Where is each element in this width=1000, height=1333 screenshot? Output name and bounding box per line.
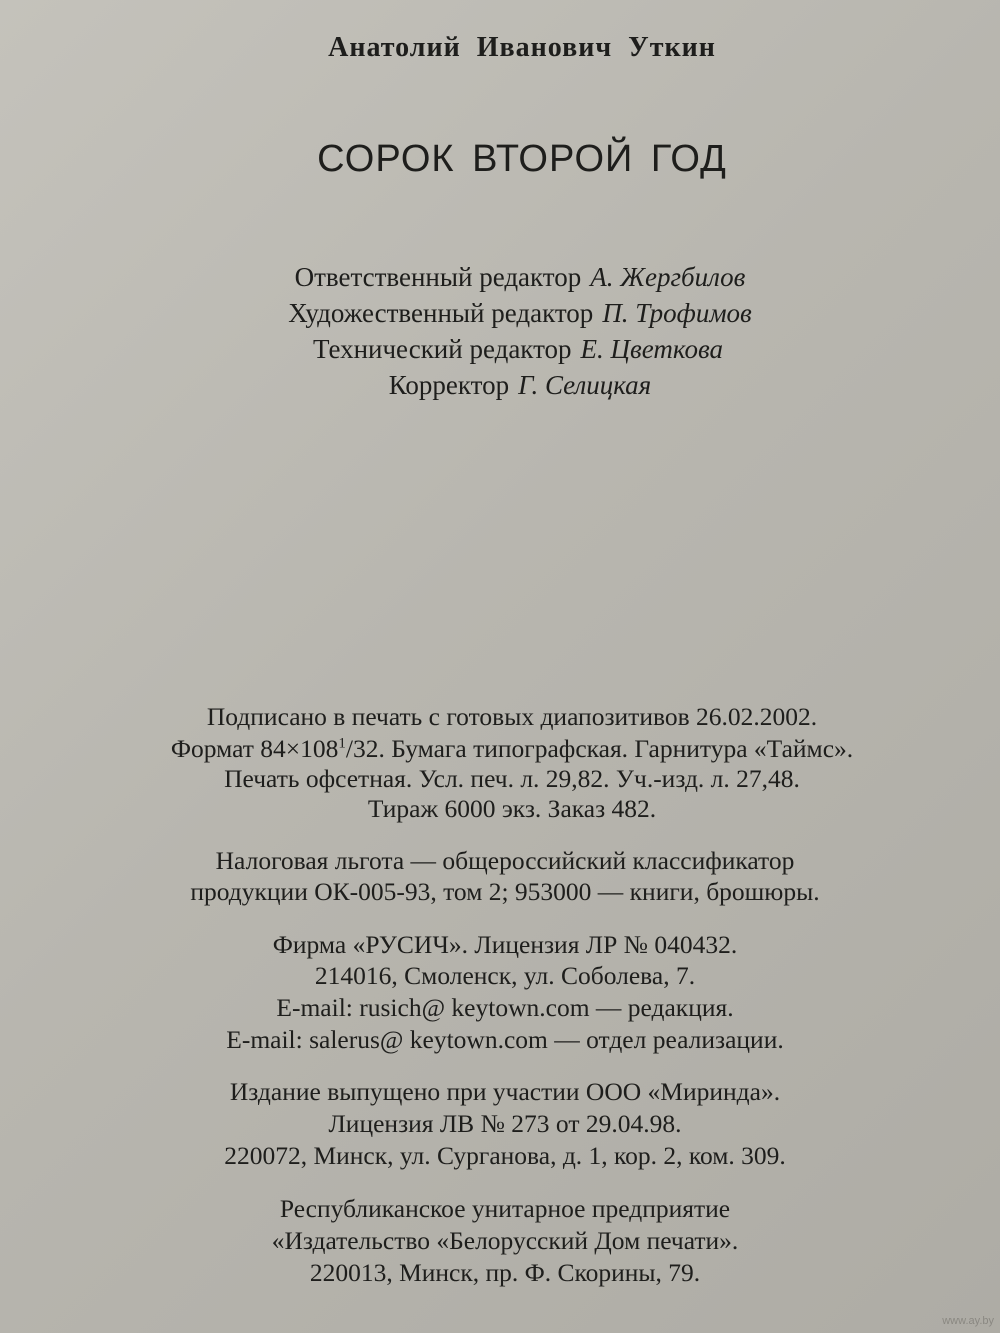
format-prefix: Формат 84×108 (170, 734, 339, 763)
partner-license: Лицензия ЛВ № 273 от 29.04.98. (328, 1109, 682, 1138)
credit-person: П. Трофимов (602, 298, 752, 328)
credit-line-art-editor (0, 298, 1000, 329)
credit-role: Технический редактор (312, 334, 572, 364)
imprint-signed: Подписано в печать с готовых диапозитивов 26.02.2002. (206, 702, 818, 731)
credit-person: Е. Цветкова (580, 334, 723, 364)
credit-role: Корректор (388, 370, 510, 400)
imprint-printing: Печать офсетная. Усл. печ. л. 29,82. Уч.-изд. л. 27,48. (224, 764, 800, 793)
format-superscript: 1 (338, 735, 346, 752)
watermark: www.ay.by (942, 1315, 994, 1327)
printer-address: 220013, Минск, пр. Ф. Скорины, 79. (309, 1258, 701, 1287)
partner-address: 220072, Минск, ул. Сурганова, д. 1, кор. 2, ком. 309. (224, 1141, 786, 1170)
email-editorial: E-mail: rusich@ keytown.com — редакция. (276, 993, 734, 1022)
credit-line-proofreader (0, 370, 1000, 401)
author-name: Анатолий Иванович Уткин (328, 32, 716, 63)
partner-line: Издание выпущено при участии ООО «Миринда». (229, 1077, 781, 1106)
email-sales: E-mail: salerus@ keytown.com — отдел реализации. (226, 1025, 784, 1054)
imprint-run: Тираж 6000 экз. Заказ 482. (367, 794, 657, 823)
tax-line-1: Налоговая льгота — общероссийский классификатор (215, 846, 795, 875)
tax-line-2: продукции ОК-005-93, том 2; 953000 — книги, брошюры. (190, 877, 820, 906)
imprint-format (0, 734, 1000, 764)
credit-role: Художественный редактор (288, 298, 594, 328)
firm-license: Фирма «РУСИЧ». Лицензия ЛР № 040432. (272, 930, 738, 959)
printer-line-1: Республиканское унитарное предприятие (279, 1194, 731, 1223)
book-title: СОРОК ВТОРОЙ ГОД (317, 138, 727, 180)
credit-person: А. Жергбилов (590, 262, 746, 292)
firm-address: 214016, Смоленск, ул. Соболева, 7. (314, 961, 696, 990)
credit-line-editor (0, 262, 1000, 293)
printer-line-2: «Издательство «Белорусский Дом печати». (271, 1226, 739, 1255)
credit-line-tech-editor (0, 334, 1000, 365)
format-suffix: /32. Бумага типографская. Гарнитура «Таймс». (345, 734, 854, 763)
credit-person: Г. Селицкая (518, 370, 652, 400)
credit-role: Ответственный редактор (294, 262, 582, 292)
